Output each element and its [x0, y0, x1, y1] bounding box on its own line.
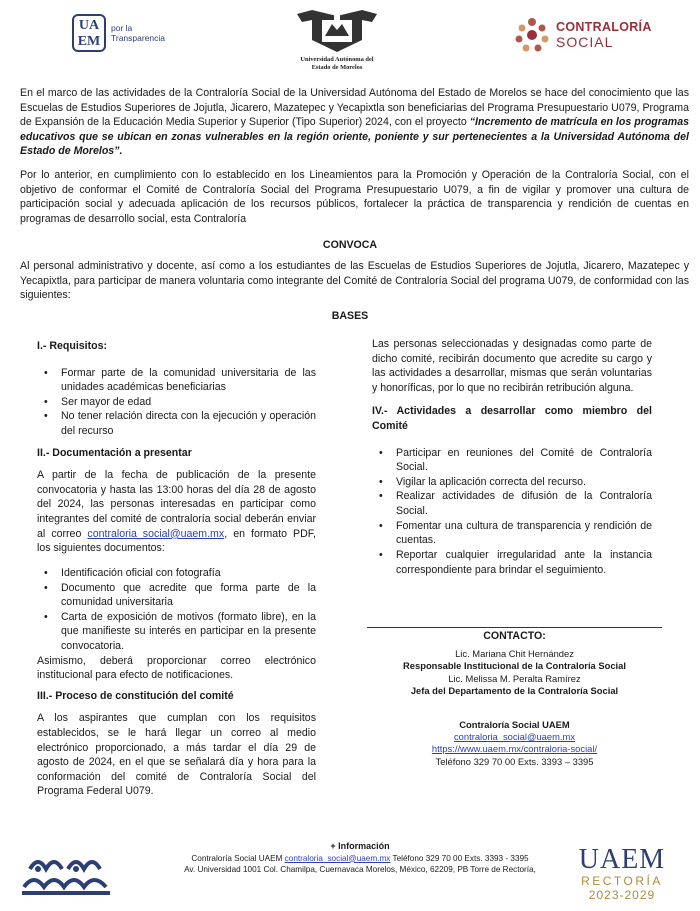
requisitos-list — [37, 366, 316, 439]
contact-divider — [367, 627, 662, 628]
bases-left-column — [37, 339, 316, 799]
rectoria-years: 2023-2029 — [588, 888, 656, 902]
section-documentacion-title: II.- Documentación a presentar — [37, 446, 192, 459]
list-item: • No tener relación directa con la ejecución y operación del recurso — [37, 409, 316, 438]
university-name: Universidad Autónoma del Estado de Morelos — [300, 56, 374, 71]
contact-org: Contraloría Social UAEM — [459, 718, 570, 730]
contact-person-1-name: Lic. Mariana Chit Hernández — [455, 647, 574, 659]
bases-right-column — [372, 337, 652, 577]
footer-address: Av. Universidad 1001 Col. Chamilpa, Cuernavaca Morelos, México, 62209, PB Torre de Rectoría, — [184, 865, 536, 875]
contact-email-link[interactable]: contraloria_social@uaem.mx — [453, 731, 576, 742]
page-header — [0, 0, 700, 80]
rectoria-brand: UAEM — [578, 844, 666, 875]
documentacion-paragraph: A partir de la fecha de publicación de la presente convocatoria y hasta las 13:00 horas del día 28 de agosto del 2024, las personas interesadas en participar como integrantes del comité de contraloría social deberán enviar al correo contraloria_social@uaem.mx, en formato PDF, los siguientes documentos: — [37, 469, 316, 555]
documentos-list — [37, 566, 316, 654]
transparency-caption: por la Transparencia — [111, 23, 166, 43]
decorative-wave-icon — [20, 843, 112, 895]
list-item: • Ser mayor de edad — [37, 395, 316, 410]
list-item: • Reportar cualquier irregularidad ante la instancia correspondiente para brindar el seguimiento. — [372, 548, 652, 577]
list-item: • Realizar actividades de difusión de la Contraloría Social. — [372, 489, 652, 518]
contact-block — [367, 630, 662, 768]
intro-paragraph-2: Por lo anterior, en cumplimiento con lo establecido en los Lineamientos para la Promoción y Operación de la Contraloría Social, con el objetivo de conformar el Comité de Contraloría Social del Programa Presupuestario U079, a fin de vigilar y promover una cultura de participación social y adecuada aplicación de los recursos públicos, fortalecer la práctica de transparencia y rendición de cuentas en programas de desarrollo social, esta Contraloría — [20, 169, 689, 225]
convoca-paragraph: Al personal administrativo y docente, así como a los estudiantes de las Escuelas de Estudios Superiores de Jojutla, Jicarero, Mazatepec y Yecapixtla, para participar de manera voluntaria como integrante del Comité de Contraloría Social del programa U079, de conformidad con las siguientes: — [20, 260, 689, 302]
rectoria-logo — [572, 846, 672, 902]
list-item: • Fomentar una cultura de transparencia y rendición de cuentas. — [372, 519, 652, 548]
project-title: “Incremento de matrícula en los programas educativos que se ubican en zonas vulnerables en la región oriente, poniente y sur pertenecientes a la Universidad Autónoma del Estado de Morelos”. — [20, 116, 689, 158]
actividades-list — [372, 446, 652, 577]
footer-ornament — [20, 843, 112, 900]
intro-paragraph-1: En el marco de las actividades de la Contraloría Social de la Universidad Autónoma del Estado de Morelos se hace del conocimiento que las Escuelas de Estudios Superiores de Jojutla, Jicarero, Mazatepec y Yecapixtla son beneficiarias del Programa Presupuestario U079, Programa de Expansión de la Educación Media Superior y Superior (Tipo Superior) 2024, con el proyecto “Incremento de matrícula en los programas educativos que se ubican en zonas vulnerables en la región oriente, poniente y sur pertenecientes a la Universidad Autónoma del Estado de Morelos”. — [20, 87, 689, 158]
proceso-paragraph: A los aspirantes que cumplan con los requisitos establecidos, se le hará llegar un correo al medio electrónico proporcionado, a más tardar el día 29 de agosto de 2024, en el que se señalará día y hora para la conformación del comité de Contraloría Social del Programa Federal U079. — [37, 712, 316, 798]
uaem-badge: UA EM — [72, 14, 106, 52]
list-item: • Carta de exposición de motivos (formato libre), en la que manifieste su interés en participar en la presente convocatoria. — [37, 610, 316, 654]
list-item: • Participar en reuniones del Comité de Contraloría Social. — [372, 446, 652, 475]
contact-phone: Teléfono 329 70 00 Exts. 3393 – 3395 — [435, 755, 594, 767]
section-requisitos-title: I.- Requisitos: — [37, 340, 108, 352]
section-proceso-title: III.- Proceso de constitución del comité — [37, 689, 234, 702]
transparency-logo — [72, 14, 165, 52]
footer-email-link[interactable]: contraloria_social@uaem.mx — [284, 853, 391, 863]
email-link[interactable]: contraloria_social@uaem.mx — [87, 527, 225, 540]
section-actividades-title: IV.- Actividades a desarrollar como miembro del Comité — [372, 405, 652, 433]
list-item: • Identificación oficial con fotografía — [37, 566, 316, 581]
contact-title: CONTACTO: — [483, 630, 546, 642]
footer-info — [120, 840, 600, 876]
list-item: • Documento que acredite que forma parte de la comunidad universitaria — [37, 581, 316, 610]
university-logo — [282, 6, 392, 71]
contact-person-2-name: Lic. Melissa M. Peralta Ramírez — [448, 672, 581, 684]
university-crest-icon — [292, 6, 382, 54]
bases-heading: BASES — [331, 310, 369, 322]
footer-title: + Información — [330, 841, 390, 851]
convoca-heading: CONVOCA — [322, 239, 378, 251]
contraloria-social-logo — [514, 16, 652, 54]
list-item: • Formar parte de la comunidad universitaria de las unidades académicas beneficiarias — [37, 366, 316, 395]
list-item: • Vigilar la aplicación correcta del recurso. — [372, 475, 652, 490]
contact-person-1-role: Responsable Institucional de la Contraloría Social — [403, 660, 626, 672]
seleccion-paragraph: Las personas seleccionadas y designadas como parte de dicho comité, recibirán documento que acredite su cargo y las actividades a desarrollar, mismas que serán voluntarias y honoríficas, por lo que no recibirán retribución alguna. — [372, 338, 652, 394]
contraloria-wordmark: CONTRALORÍA SOCIAL — [556, 20, 652, 50]
contact-url-link[interactable]: https://www.uaem.mx/contraloria-social/ — [431, 743, 598, 755]
footer-line-1: Contraloría Social UAEM contraloria_social@uaem.mx Teléfono 329 70 00 Exts. 3393 - 3395 — [191, 853, 529, 863]
contact-person-2-role: Jefa del Departamento de la Contraloría Social — [410, 685, 619, 697]
documentacion-note: Asimismo, deberá proporcionar correo electrónico institucional para efecto de notificaciones. — [37, 654, 316, 682]
rectoria-sub: RECTORÍA — [581, 874, 663, 888]
contraloria-emblem-icon — [514, 16, 550, 54]
